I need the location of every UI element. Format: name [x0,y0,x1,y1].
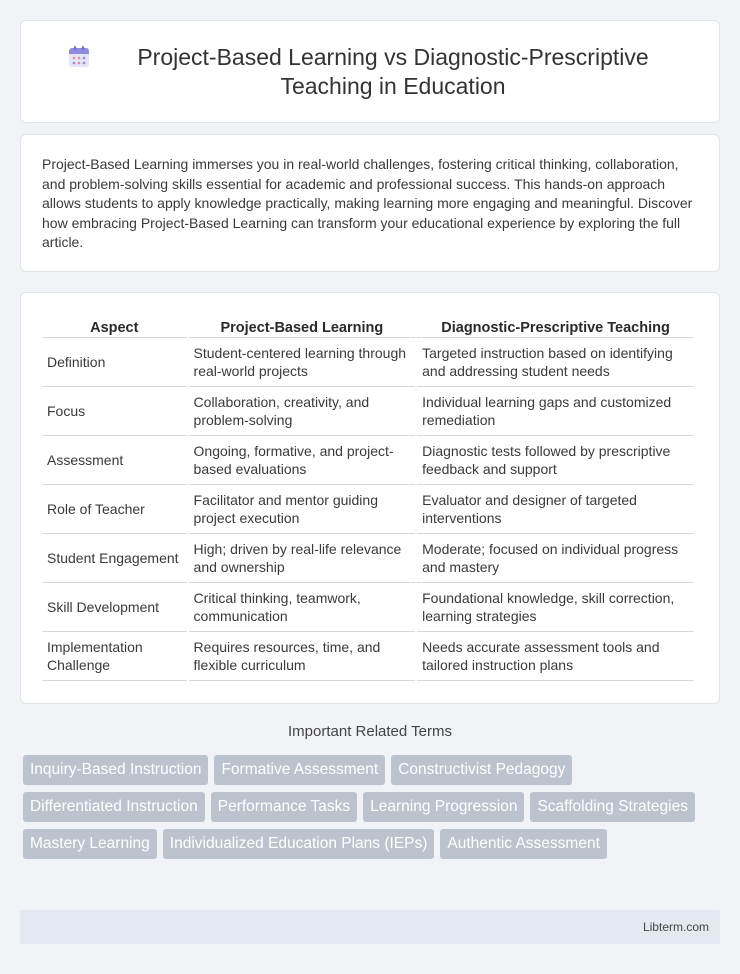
footer [20,910,720,944]
related-term-tag[interactable]: Constructivist Pedagogy [391,755,572,785]
related-term-tag[interactable]: Individualized Education Plans (IEPs) [163,829,435,859]
row-pbl-value: Critical thinking, teamwork, communication [189,583,416,632]
row-aspect: Role of Teacher [42,485,187,534]
related-term-tag[interactable]: Scaffolding Strategies [530,792,695,822]
row-aspect: Implementation Challenge [42,632,187,681]
table-row [42,338,694,387]
row-dpt-value: Targeted instruction based on identifying and addressing student needs [417,338,694,387]
row-dpt-value: Foundational knowledge, skill correction, learning strategies [417,583,694,632]
row-pbl-value: Collaboration, creativity, and problem-solving [189,387,416,436]
row-dpt-value: Evaluator and designer of targeted interventions [417,485,694,534]
intro-text: Project-Based Learning immerses you in real-world challenges, fostering critical thinking, collaboration, and problem-solving skills essential for academic and professional success. This hands-on approach allows students to apply knowledge practically, making learning more engaging and meaningful. Discover how embracing Project-Based Learning can transform your educational experience by exploring the full article. [42,156,693,250]
calendar-icon [67,45,91,69]
table-row [42,534,694,583]
row-aspect: Skill Development [42,583,187,632]
row-pbl-value: Facilitator and mentor guiding project execution [189,485,416,534]
table-header-row [42,315,694,338]
table-row [42,436,694,485]
header-diagnostic-prescriptive-teaching: Diagnostic-Prescriptive Teaching [417,315,694,338]
row-pbl-value: Ongoing, formative, and project-based evaluations [189,436,416,485]
header-card [20,20,720,123]
related-term-tag[interactable]: Authentic Assessment [440,829,607,859]
related-term-tag[interactable]: Learning Progression [363,792,524,822]
row-aspect: Assessment [42,436,187,485]
row-pbl-value: High; driven by real-life relevance and ownership [189,534,416,583]
comparison-table [40,315,696,681]
related-terms-title: Important Related Terms [288,723,452,740]
row-dpt-value: Individual learning gaps and customized remediation [417,387,694,436]
row-dpt-value: Moderate; focused on individual progress and mastery [417,534,694,583]
related-term-tag[interactable]: Performance Tasks [211,792,357,822]
row-aspect: Definition [42,338,187,387]
page-title: Project-Based Learning vs Diagnostic-Prescriptive Teaching in Education [137,43,649,99]
related-term-tag[interactable]: Inquiry-Based Instruction [23,755,208,785]
row-aspect: Student Engagement [42,534,187,583]
row-aspect: Focus [42,387,187,436]
related-terms-list [23,755,723,859]
footer-site-link[interactable]: Libterm.com [642,920,709,934]
related-term-tag[interactable]: Mastery Learning [23,829,157,859]
table-row [42,387,694,436]
comparison-table-card [20,292,720,704]
related-term-tag[interactable]: Differentiated Instruction [23,792,205,822]
header-aspect: Aspect [42,315,187,338]
related-term-tag[interactable]: Formative Assessment [214,755,385,785]
row-dpt-value: Needs accurate assessment tools and tailored instruction plans [417,632,694,681]
row-pbl-value: Student-centered learning through real-world projects [189,338,416,387]
table-row [42,583,694,632]
table-row [42,632,694,681]
header-project-based-learning: Project-Based Learning [189,315,416,338]
table-row [42,485,694,534]
intro-card [20,134,720,272]
row-pbl-value: Requires resources, time, and flexible curriculum [189,632,416,681]
row-dpt-value: Diagnostic tests followed by prescriptive feedback and support [417,436,694,485]
